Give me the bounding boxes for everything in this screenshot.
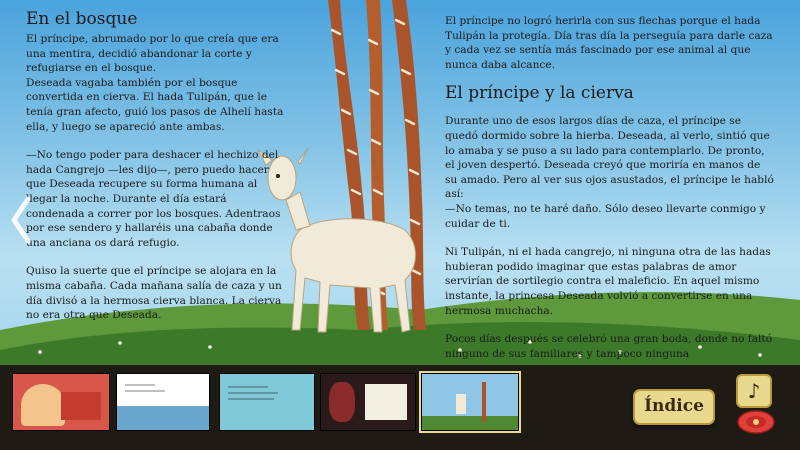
- right-paragraph-4: Ni Tulipán, ni el hada cangrejo, ni ninguna otra de las hadas hubieran podido imaginar que estas palabras de amor servirían de sortilegio contra el maleficio. En aquel mismo instante, la princesa Deseada volvió a convertirse en una hermosa muchacha.: [445, 246, 771, 317]
- left-heading: En el bosque: [26, 9, 138, 29]
- thumbnail-page-5[interactable]: [421, 373, 519, 431]
- right-paragraph-3: —No temas, no te haré daño. Sólo deseo llevarte conmigo y cuidar de ti.: [445, 202, 766, 230]
- left-paragraph-4: Quiso la suerte que el príncipe se alojara en la misma cabaña. Cada mañana salía de caza y un día divisó a la hermosa cierva blanca. La cierva no era otra que Deseada.: [26, 265, 282, 322]
- right-heading: El príncipe y la cierva: [445, 83, 634, 104]
- right-paragraph-5: Pocos días después se celebró una gran boda, donde no faltó ninguno de sus familiares y tampoco ninguna: [445, 333, 773, 360]
- left-paragraph-1: El príncipe, abrumado por lo que creía que era una mentira, decidió abandonar la corte y refugiarse en el bosque.: [26, 33, 279, 75]
- left-paragraph-3: —No tengo poder para deshacer el hechizo del hada Cangrejo —les dijo—, pero puedo hacer que Deseada recupere su forma humana al llegar la noche. Durante el día estará condenada a correr por los bosques. Adentraos por ese sendero y hallaréis una cabaña donde una anciana os dará refugio.: [26, 149, 281, 249]
- chevron-left-icon: [14, 199, 28, 241]
- right-paragraph-2: Durante uno de esos largos días de caza, el príncipe se quedó dormido sobre la hierba. Deseada, al verlo, sintió que lo amaba y se puso a su lado para contemplarlo. De pronto, el joven despertó. Deseada creyó que moriría en manos de su amado. Pero al ver sus ojos asustados, el príncipe le habló así:: [445, 115, 774, 201]
- thumbnail-page-4[interactable]: [320, 373, 416, 431]
- thumbnail-page-3[interactable]: [219, 373, 315, 431]
- index-button[interactable]: Índice: [633, 389, 715, 425]
- music-note-icon: ♪: [747, 379, 761, 403]
- left-paragraph-2: Deseada vagaba también por el bosque convertida en cierva. El hada Tulipán, que le tenía gran afecto, guió los pasos de Alhelí hasta ella, y luego se apareció ante ambas.: [26, 76, 284, 133]
- right-paragraph-1: El príncipe no logró herirla con sus flechas porque el hada Tulipán la protegía. Día tras día la perseguía para darle caza y cada vez se sentía más fascinado por ese animal al que nunca daba alcance.: [445, 15, 773, 71]
- thumbnail-page-1[interactable]: [12, 373, 110, 431]
- left-column: [26, 8, 288, 323]
- previous-page-button[interactable]: [8, 195, 34, 245]
- right-column: [445, 14, 775, 361]
- music-button[interactable]: [736, 374, 772, 408]
- thumbnail-page-2[interactable]: [116, 373, 210, 431]
- flower-icon: [738, 411, 774, 433]
- flower-button[interactable]: [736, 408, 776, 436]
